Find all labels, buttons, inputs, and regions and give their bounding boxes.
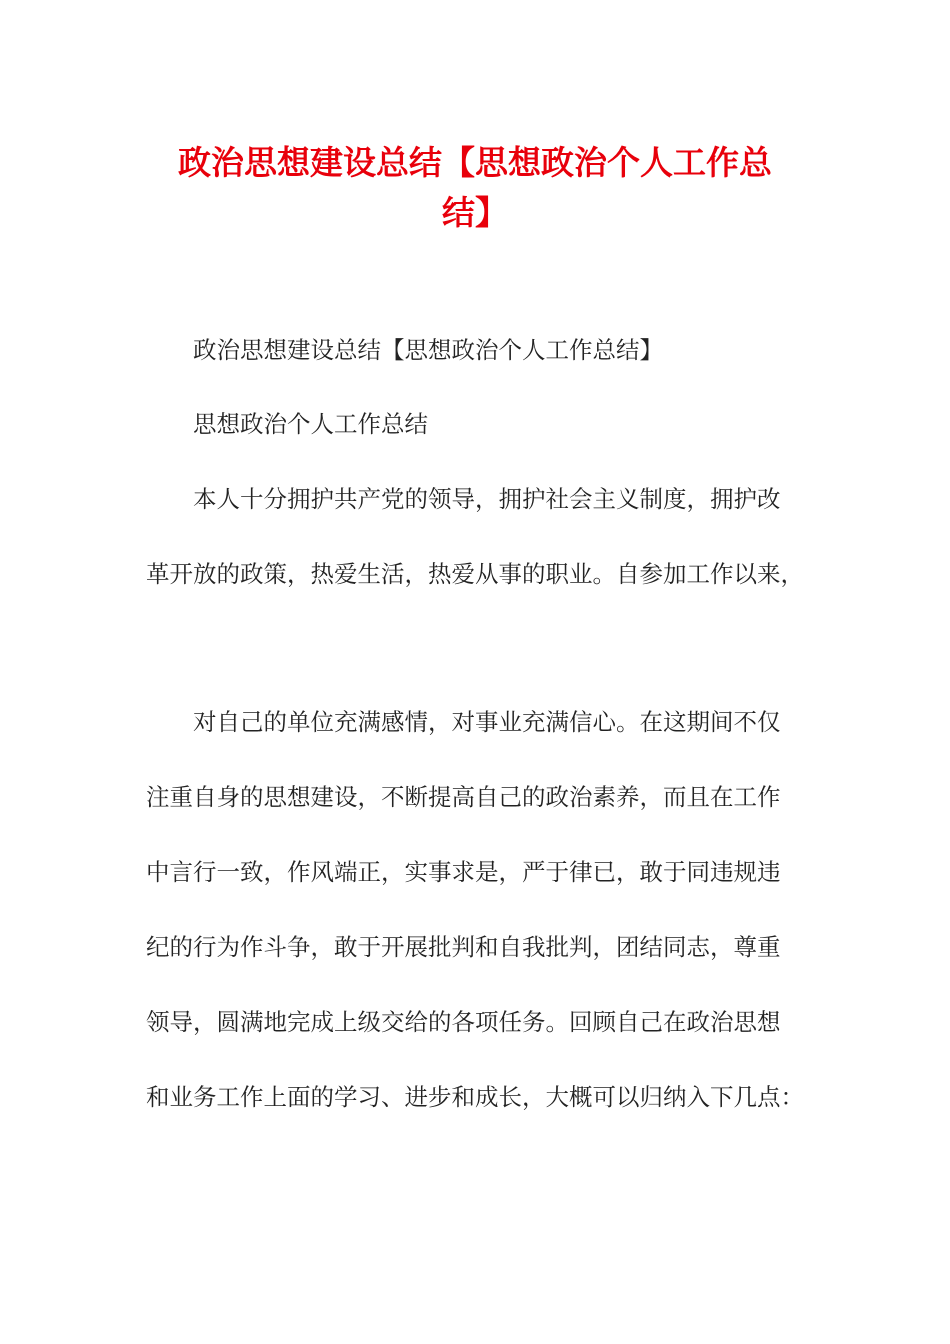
body-line-1: 本人十分拥护共产党的领导，拥护社会主义制度，拥护改: [193, 485, 781, 513]
document-title-line-2: 结】: [442, 193, 508, 232]
document-title: [140, 138, 810, 238]
subtitle-repeat: 政治思想建设总结【思想政治个人工作总结】: [193, 336, 663, 364]
body-line-5: 中言行一致，作风端正，实事求是，严于律已，敢于同违规违: [146, 858, 781, 886]
body-line-8: 和业务工作上面的学习、进步和成长，大概可以归纳入下几点：: [146, 1083, 804, 1111]
body-line-2: 革开放的政策，热爱生活，热爱从事的职业。自参加工作以来，: [146, 560, 804, 588]
body-line-4: 注重自身的思想建设，不断提高自己的政治素养，而且在工作: [146, 783, 781, 811]
document-title-line-1: 政治思想建设总结【思想政治个人工作总: [178, 143, 772, 182]
section-heading: 思想政治个人工作总结: [193, 410, 428, 438]
body-line-7: 领导，圆满地完成上级交给的各项任务。回顾自己在政治思想: [146, 1008, 781, 1036]
body-line-3: 对自己的单位充满感情，对事业充满信心。在这期间不仅: [193, 708, 781, 736]
body-line-6: 纪的行为作斗争，敢于开展批判和自我批判，团结同志，尊重: [146, 933, 781, 961]
